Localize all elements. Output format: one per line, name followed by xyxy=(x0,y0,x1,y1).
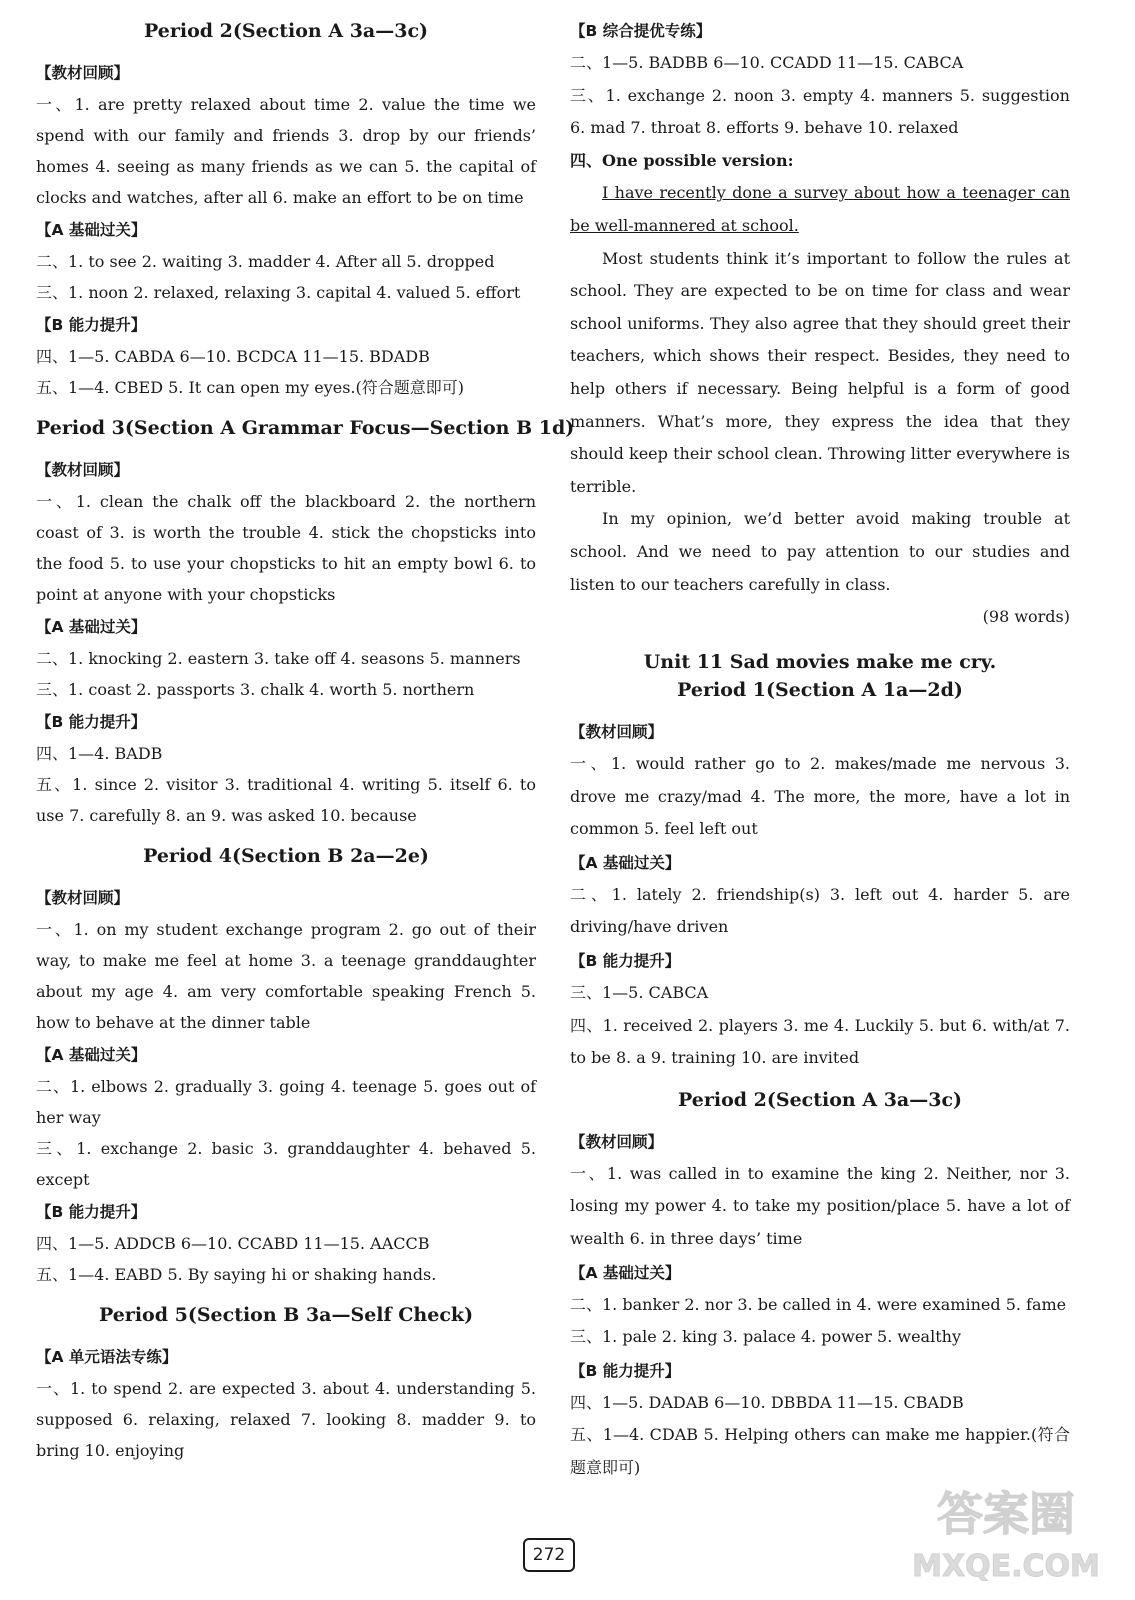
section-title: Period 1(Section A 1a—2d) xyxy=(677,679,963,702)
answer-text: 一、1. on my student exchange program 2. go out of their way, to make me feel at home 3. a teenage granddaughter about my age 4. am very comfortable speaking French 5. how to behave at the dinner table xyxy=(36,920,536,1032)
answer-text: 二、1—5. BADBB 6—10. CCADD 11—15. CABCA xyxy=(570,53,964,72)
answer-text: 二、1. knocking 2. eastern 3. take off 4. seasons 5. manners xyxy=(36,649,521,668)
subheading: 【B 能力提升】 xyxy=(36,713,147,731)
answer-text: 三、1—5. CABCA xyxy=(570,983,709,1003)
word-count: (98 words) xyxy=(982,607,1070,627)
answer-text: 三、1. pale 2. king 3. palace 4. power 5. wealthy xyxy=(570,1327,961,1347)
essay-paragraph: In my opinion, we’d better avoid making trouble at school. And we need to pay attention to our studies and listen to our teachers carefully in class. xyxy=(570,509,1070,594)
subheading: 【A 单元语法专练】 xyxy=(36,1348,178,1366)
svg-text:MXQE.COM: MXQE.COM xyxy=(912,1549,1100,1584)
answer-text: 四、1—5. DADAB 6—10. DBBDA 11—15. CBADB xyxy=(570,1392,964,1412)
watermark-logo xyxy=(896,1476,1116,1592)
answer-text: 四、1—5. ADDCB 6—10. CCABD 11—15. AACCB xyxy=(36,1234,430,1253)
essay-opening: I have recently done a survey about how a teenager can be well-mannered at school. xyxy=(570,183,1070,235)
section-title: Period 4(Section B 2a—2e) xyxy=(143,845,429,867)
answer-text: 一、1. clean the chalk off the blackboard 2. the northern coast of 3. is worth the trouble 4. stick the chopsticks into the food 5. to use your chopsticks to hit an empty bowl 6. to point at anyone with your chopsticks xyxy=(36,492,536,604)
subheading: 【B 能力提升】 xyxy=(570,952,681,971)
essay-paragraph: Most students think it’s important to follow the rules at school. They are expected to be on time for class and wear school uniforms. They also agree that they should greet their teachers, which shows their respect. Besides, they need to help others if necessary. Being helpful is a form of good manners. What’s more, they express the idea that they should keep their school clean. Throwing litter everywhere is terrible. xyxy=(570,248,1070,496)
subheading: 【B 能力提升】 xyxy=(36,316,147,334)
answer-text: 一、1. was called in to examine the king 2. Neither, nor 3. losing my power 4. to take my position/place 5. have a lot of wealth 6. in three days’ time xyxy=(570,1163,1070,1249)
subheading: 【B 综合提优专练】 xyxy=(570,22,712,40)
watermark-icon xyxy=(896,1476,1116,1592)
subheading: 【B 能力提升】 xyxy=(570,1361,681,1380)
answer-text: 一、1. are pretty relaxed about time 2. value the time we spend with our family and friends 3. drop by our friends’ homes 4. seeing as many friends as we can 5. the capital of clocks and watches, after all 6. make an effort to be on time xyxy=(36,95,536,207)
answer-text: 一、1. would rather go to 2. makes/made me nervous 3. drove me crazy/mad 4. The more, the more, have a lot in common 5. feel left out xyxy=(570,754,1070,839)
answer-text: 二、1. elbows 2. gradually 3. going 4. teenage 5. goes out of her way xyxy=(36,1077,536,1127)
answer-text: 五、1—4. CBED 5. It can open my eyes.(符合题意即可) xyxy=(36,378,464,397)
answer-text: 四、1—4. BADB xyxy=(36,744,163,763)
answer-text: 二、1. lately 2. friendship(s) 3. left out 4. harder 5. are driving/have driven xyxy=(570,884,1070,937)
subheading: 【A 基础过关】 xyxy=(36,618,147,636)
subheading: 【教材回顾】 xyxy=(570,1132,664,1151)
subheading: 【教材回顾】 xyxy=(36,64,130,82)
essay-label: 四、One possible version: xyxy=(570,150,794,170)
answer-text: 二、1. to see 2. waiting 3. madder 4. After all 5. dropped xyxy=(36,252,495,271)
page-number: 272 xyxy=(523,1538,575,1572)
answer-text: 二、1. banker 2. nor 3. be called in 4. were examined 5. fame xyxy=(570,1294,1067,1314)
answer-text: 五、1. since 2. visitor 3. traditional 4. writing 5. itself 6. to use 7. carefully 8. an 9. was asked 10. because xyxy=(36,775,536,825)
subheading: 【A 基础过关】 xyxy=(570,1263,681,1282)
subheading: 【教材回顾】 xyxy=(36,461,130,479)
subheading: 【A 基础过关】 xyxy=(36,221,147,239)
subheading: 【B 能力提升】 xyxy=(36,1203,147,1221)
answer-text: 四、1. received 2. players 3. me 4. Luckily 5. but 6. with/at 7. to be 8. a 9. training 10. are invited xyxy=(570,1015,1070,1068)
answer-text: 三、1. noon 2. relaxed, relaxing 3. capital 4. valued 5. effort xyxy=(36,283,521,302)
right-column xyxy=(570,14,1070,1485)
answer-text: 五、1—4. EABD 5. By saying hi or shaking hands. xyxy=(36,1265,437,1284)
subheading: 【A 基础过关】 xyxy=(36,1046,147,1064)
subheading: 【A 基础过关】 xyxy=(570,853,681,872)
answer-text: 三、1. exchange 2. basic 3. granddaughter 4. behaved 5. except xyxy=(36,1139,536,1189)
answer-text: 三、1. coast 2. passports 3. chalk 4. worth 5. northern xyxy=(36,680,475,699)
svg-text:答案圈: 答案圈 xyxy=(937,1487,1075,1541)
section-title: Period 2(Section A 3a—3c) xyxy=(677,1088,963,1111)
subheading: 【教材回顾】 xyxy=(36,889,130,907)
answer-text: 五、1—4. CDAB 5. Helping others can make me happier.(符合题意即可) xyxy=(570,1425,1070,1477)
section-title: Period 3(Section A Grammar Focus—Section B 1d) xyxy=(36,417,575,439)
section-title: Period 5(Section B 3a—Self Check) xyxy=(98,1304,474,1326)
left-column xyxy=(36,14,575,1466)
answer-text: 四、1—5. CABDA 6—10. BCDCA 11—15. BDADB xyxy=(36,347,430,366)
answer-text: 一、1. to spend 2. are expected 3. about 4. understanding 5. supposed 6. relaxing, relaxed 7. looking 8. madder 9. to bring 10. enjoying xyxy=(36,1379,536,1460)
answer-text: 三、1. exchange 2. noon 3. empty 4. manners 5. suggestion 6. mad 7. throat 8. efforts 9. behave 10. relaxed xyxy=(570,85,1070,138)
unit-title: Unit 11 Sad movies make me cry. xyxy=(643,651,997,674)
section-title: Period 2(Section A 3a—3c) xyxy=(143,20,429,42)
subheading: 【教材回顾】 xyxy=(570,723,664,742)
